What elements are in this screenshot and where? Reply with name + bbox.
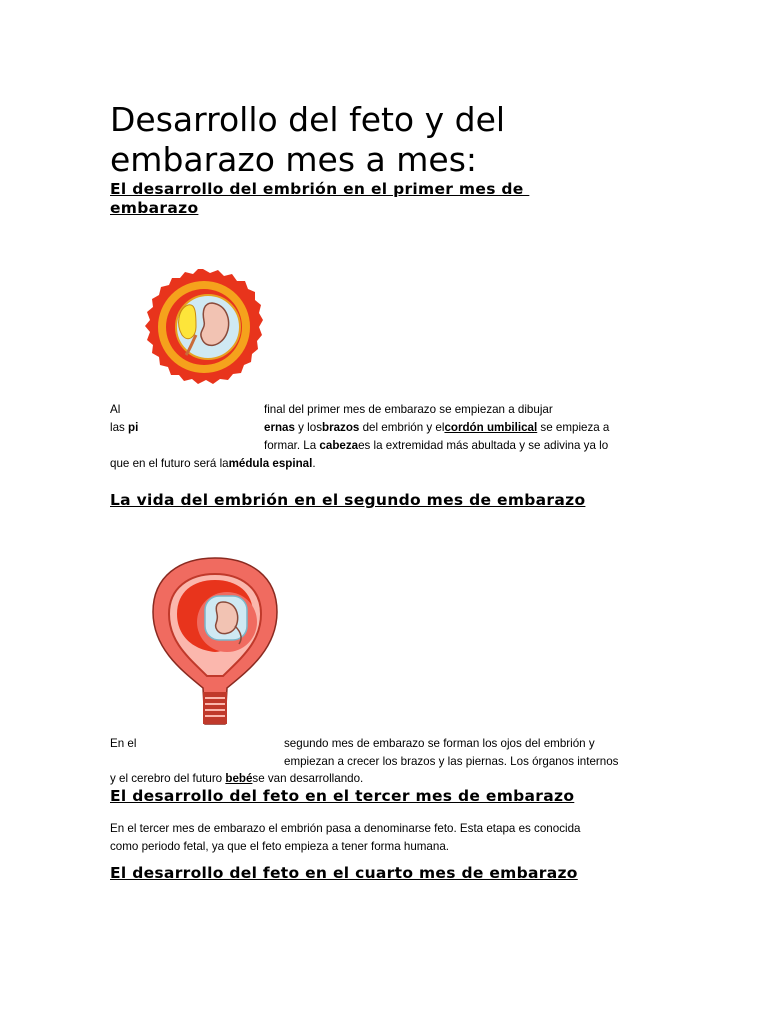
s3-line1: En el tercer mes de embarazo el embrión pasa a denominarse feto. Esta etapa es conocida xyxy=(110,822,581,835)
s2-text-cerebro: y el cerebro del futuro xyxy=(110,772,226,785)
section-3-heading: El desarrollo del feto en el tercer mes de embarazo xyxy=(110,787,575,805)
s2-text-desarrollando: se van desarrollando. xyxy=(252,772,364,785)
embryo-2-shape xyxy=(216,602,238,634)
cervix-shape xyxy=(203,692,227,724)
s2-link-bebe[interactable]: bebé xyxy=(225,772,253,785)
s1-text-embrion: del embrión y el xyxy=(359,421,445,434)
s1-bold-brazos: brazos xyxy=(322,421,360,434)
section-1-heading-line2: embarazo xyxy=(110,199,199,217)
section-2-heading: La vida del embrión en el segundo mes de embarazo xyxy=(110,491,586,509)
s1-bold-medula: médula espinal xyxy=(228,457,313,470)
s1-line1-start: Al xyxy=(110,403,121,416)
section-4-heading: El desarrollo del feto en el cuarto mes de embarazo xyxy=(110,864,578,882)
section-1-heading-line1: El desarrollo del embrión en el primer mes de xyxy=(110,180,530,198)
s1-text-period: . xyxy=(312,457,316,470)
section-1-heading xyxy=(110,180,529,218)
s2-line2: empiezan a crecer los brazos y las piernas. Los órganos internos xyxy=(284,755,619,768)
s1-text-empieza: se empieza a xyxy=(537,421,610,434)
s1-line4 xyxy=(110,455,316,473)
embryo-month-1-illustration xyxy=(140,265,266,391)
s1-bold-pi: pi xyxy=(128,421,139,434)
s1-bold-ernas: ernas xyxy=(264,421,295,434)
s1-line2-end xyxy=(264,419,609,437)
embryo-month-2-illustration xyxy=(145,552,285,732)
s2-line1-start: En el xyxy=(110,737,137,750)
s1-line2-start xyxy=(110,419,138,437)
s1-text-futuro: que en el futuro será la xyxy=(110,457,229,470)
s2-line3 xyxy=(110,770,363,788)
s1-line2-text: las xyxy=(110,421,129,434)
s1-text-ylos: y los xyxy=(294,421,322,434)
s1-line1-end: final del primer mes de embarazo se empiezan a dibujar xyxy=(264,403,553,416)
s2-line1-end: segundo mes de embarazo se forman los ojos del embrión y xyxy=(284,737,595,750)
s1-line3 xyxy=(264,437,608,455)
s1-bold-cabeza: cabeza xyxy=(319,439,359,452)
s1-link-cordon[interactable]: cordón umbilical xyxy=(444,421,538,434)
s3-line2: como periodo fetal, ya que el feto empieza a tener forma humana. xyxy=(110,840,449,853)
page-title: Desarrollo del feto y del embarazo mes a mes: xyxy=(110,100,506,179)
s1-text-extremidad: es la extremidad más abultada y se adivina ya lo xyxy=(358,439,609,452)
s1-text-formar: formar. La xyxy=(264,439,320,452)
